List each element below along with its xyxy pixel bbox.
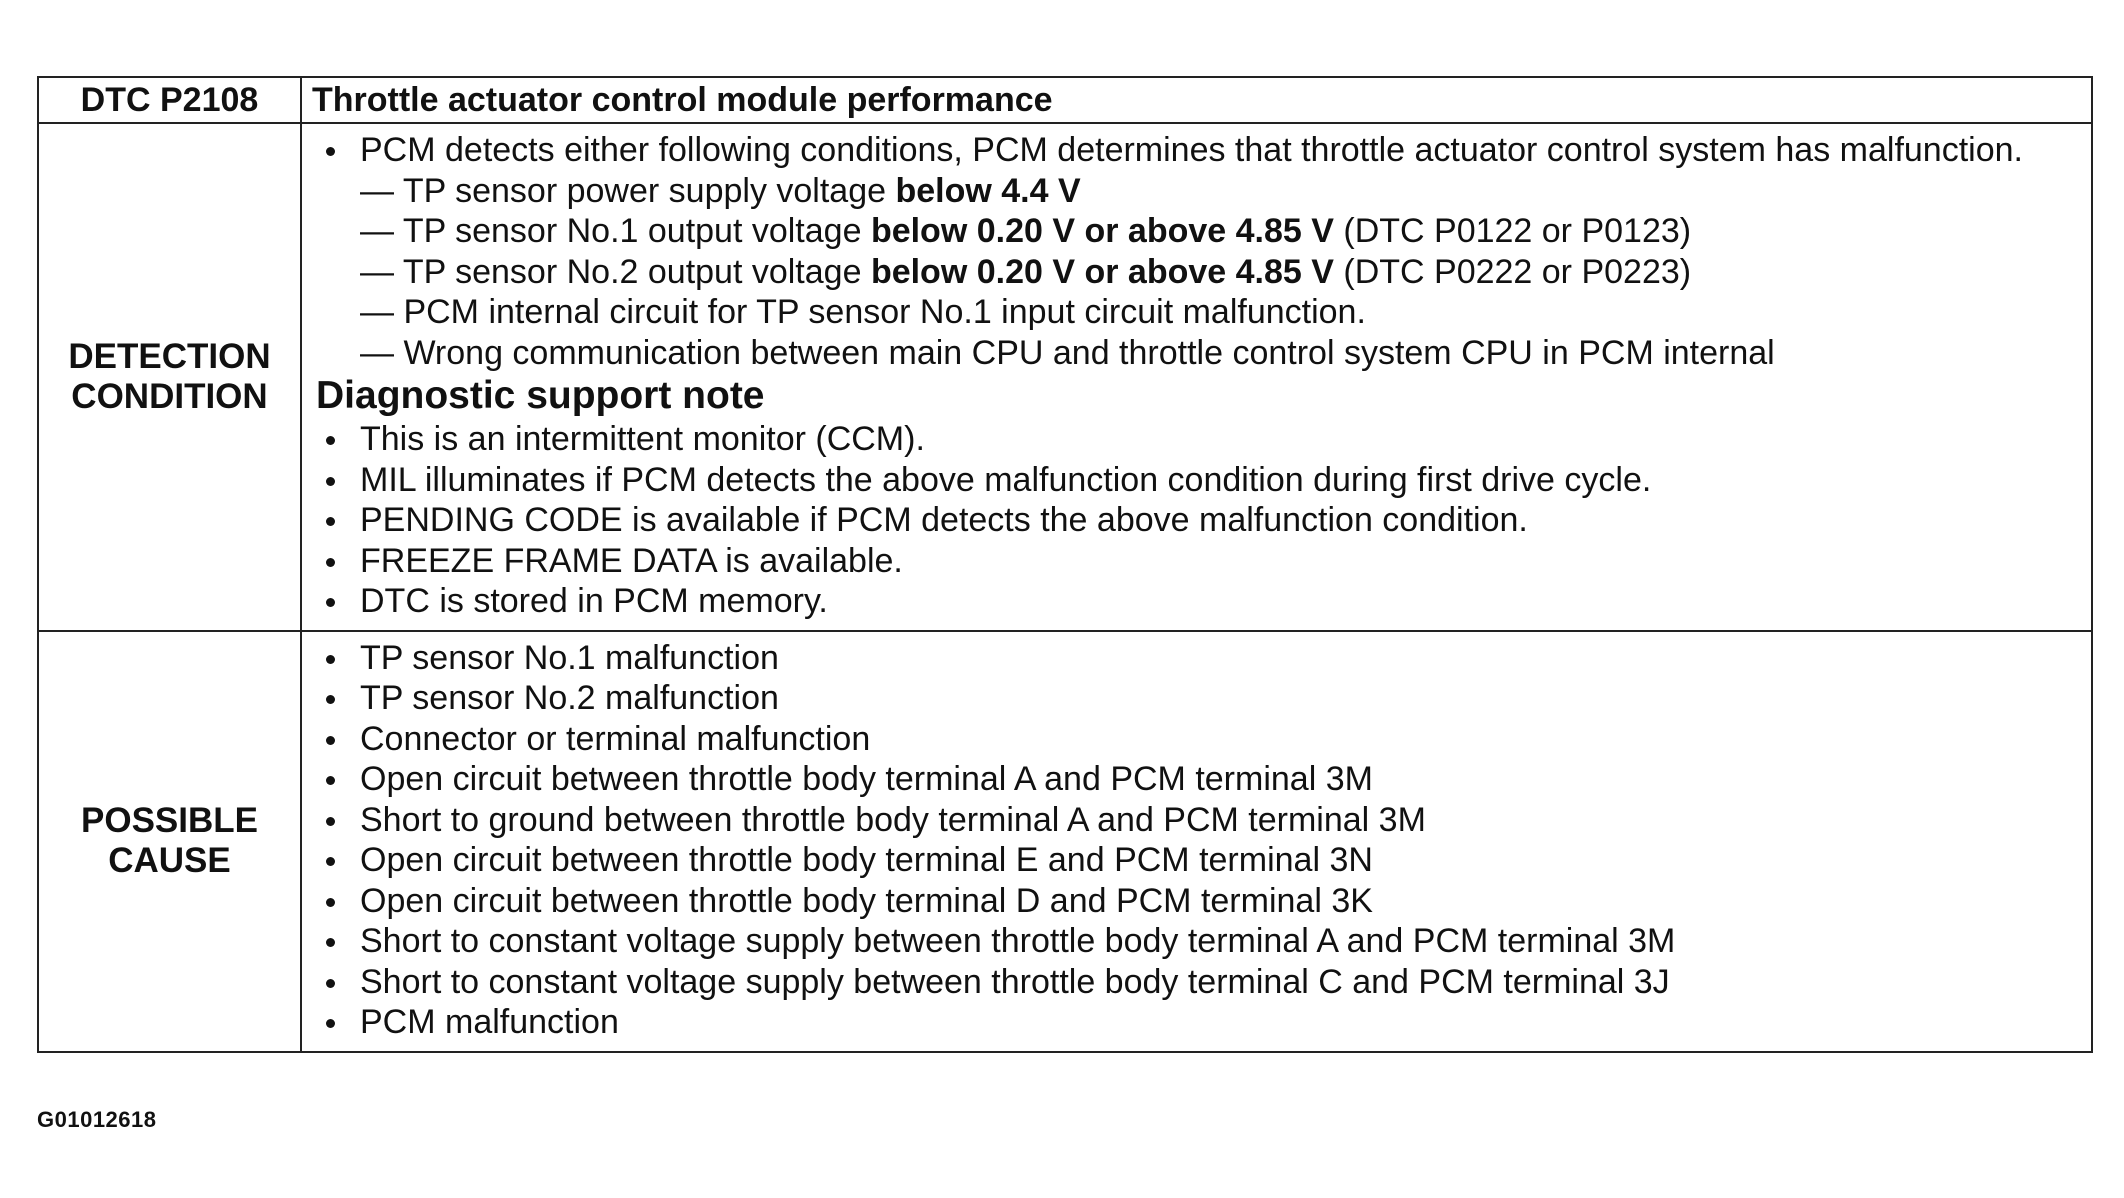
dtc-code: DTC P2108 (38, 77, 301, 123)
possible-cause-label-line1: POSSIBLE (81, 801, 258, 840)
cause-item: Short to ground between throttle body terminal A and PCM terminal 3M (316, 800, 2081, 841)
cause-item: Short to constant voltage supply between throttle body terminal C and PCM terminal 3J (316, 962, 2081, 1003)
detection-list (316, 130, 2081, 373)
condition-item: — TP sensor No.1 output voltage below 0.20 V or above 4.85 V (DTC P0122 or P0123) (360, 212, 1692, 250)
detection-label-line2: CONDITION (71, 376, 268, 416)
cause-item: TP sensor No.2 malfunction (316, 678, 2081, 719)
cause-item: Open circuit between throttle body terminal D and PCM terminal 3K (316, 881, 2081, 922)
condition-item: — PCM internal circuit for TP sensor No.1 input circuit malfunction. (360, 293, 1366, 331)
possible-cause-label-line2: CAUSE (108, 841, 231, 880)
detection-row (38, 123, 2092, 631)
figure-id: G01012618 (37, 1107, 157, 1132)
detection-intro-item (316, 130, 2081, 373)
possible-cause-label (38, 631, 301, 1052)
condition-item: — TP sensor power supply voltage below 4.4 V (360, 171, 1081, 210)
cause-item: Open circuit between throttle body terminal E and PCM terminal 3N (316, 840, 2081, 881)
dtc-table (37, 76, 2093, 1053)
cause-list (316, 638, 2081, 1043)
condition-item: — Wrong communication between main CPU and throttle control system CPU in PCM internal (360, 333, 1775, 372)
detection-content (301, 123, 2092, 631)
condition-list (360, 171, 2081, 374)
cause-item: TP sensor No.1 malfunction (316, 638, 2081, 679)
support-note-item: DTC is stored in PCM memory. (316, 581, 2081, 622)
support-note-item: PENDING CODE is available if PCM detects the above malfunction condition. (316, 500, 2081, 541)
detection-label (38, 123, 301, 631)
detection-intro-text: PCM detects either following conditions, PCM determines that throttle actuator control system has malfunction. (360, 131, 2023, 169)
dtc-title: Throttle actuator control module performance (301, 77, 2092, 123)
cause-item: PCM malfunction (316, 1002, 2081, 1043)
detection-label-line1: DETECTION (68, 336, 271, 376)
support-note-item: This is an intermittent monitor (CCM). (316, 419, 2081, 460)
possible-cause-content (301, 631, 2092, 1052)
condition-item: — TP sensor No.2 output voltage below 0.20 V or above 4.85 V (DTC P0222 or P0223) (360, 252, 1692, 291)
support-notes-list (316, 419, 2081, 622)
cause-item: Short to constant voltage supply between throttle body terminal A and PCM terminal 3M (316, 921, 2081, 962)
support-heading: Diagnostic support note (316, 374, 765, 417)
cause-item: Open circuit between throttle body terminal A and PCM terminal 3M (316, 759, 2081, 800)
cause-item: Connector or terminal malfunction (316, 719, 2081, 760)
support-note-item: MIL illuminates if PCM detects the above malfunction condition during first drive cycle. (316, 460, 2081, 501)
header-row (38, 77, 2092, 123)
possible-cause-row (38, 631, 2092, 1052)
support-note-item: FREEZE FRAME DATA is available. (316, 541, 2081, 582)
